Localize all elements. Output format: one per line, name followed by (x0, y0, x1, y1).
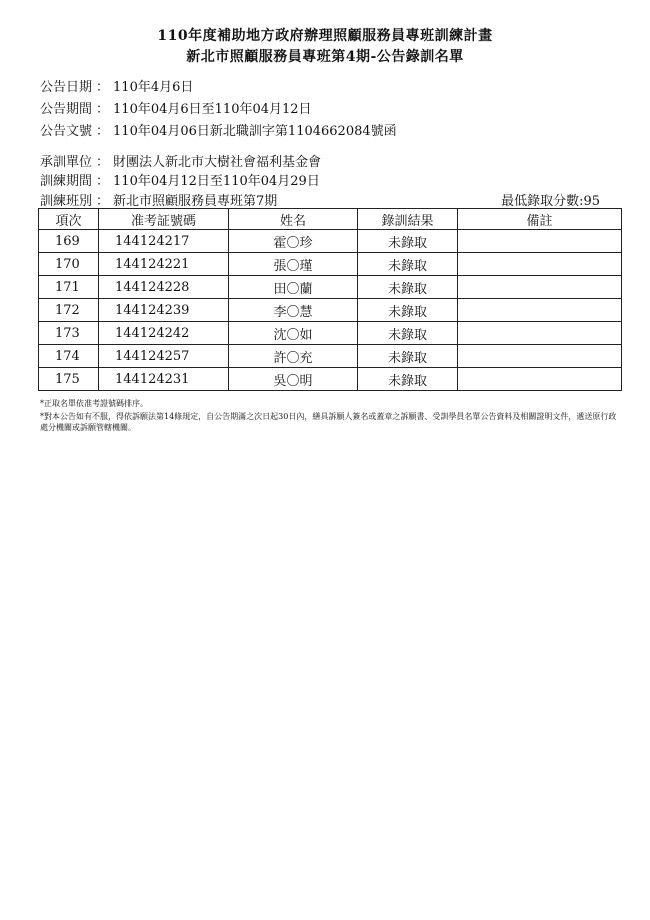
result-cell: 未錄取 (358, 368, 458, 391)
colon: ： (96, 194, 110, 209)
training-org-value: 財團法人新北市大樹社會福利基金會 (113, 155, 322, 170)
training-class-line (40, 190, 277, 209)
training-period-label: 訓練期間 (40, 174, 93, 189)
table-row (39, 276, 622, 299)
table-row (39, 345, 622, 368)
column-header-seq: 項次 (39, 209, 99, 230)
training-class-label: 訓練班別 (40, 194, 93, 209)
name-cell: 許〇充 (229, 345, 358, 368)
name-cell: 沈〇如 (229, 322, 358, 345)
column-header-result: 錄訓結果 (358, 209, 458, 230)
training-org-label: 承訓單位 (40, 155, 93, 170)
announcement-doc-label: 公告文號 (40, 124, 93, 139)
exam-no-cell: 144124257 (99, 345, 229, 368)
footnote-sort-order: *正取名單依准考證號碼排序。 (40, 399, 148, 408)
exam-no-cell: 144124217 (99, 230, 229, 253)
note-cell (458, 345, 622, 368)
column-header-exam-no: 准考証號碼 (99, 209, 229, 230)
table-row (39, 322, 622, 345)
announcement-date-label: 公告日期 (40, 80, 93, 95)
column-header-name: 姓名 (229, 209, 358, 230)
training-period-value: 110年04月12日至110年04月29日 (113, 174, 320, 189)
name-cell: 霍〇珍 (229, 230, 358, 253)
note-cell (458, 299, 622, 322)
exam-no-cell: 144124231 (99, 368, 229, 391)
seq-cell: 175 (39, 368, 99, 391)
note-cell (458, 230, 622, 253)
column-header-note: 備註 (458, 209, 622, 230)
name-cell: 李〇慧 (229, 299, 358, 322)
colon: ： (96, 80, 110, 95)
table-row (39, 368, 622, 391)
announcement-date-value: 110年4月6日 (113, 80, 194, 95)
result-cell: 未錄取 (358, 230, 458, 253)
admission-table (38, 208, 622, 391)
result-cell: 未錄取 (358, 276, 458, 299)
document-title: 110年度補助地方政府辦理照顧服務員專班訓練計畫 (157, 28, 493, 44)
result-cell: 未錄取 (358, 345, 458, 368)
colon: ： (96, 174, 110, 189)
exam-no-cell: 144124228 (99, 276, 229, 299)
table-row (39, 299, 622, 322)
colon: ： (96, 124, 110, 139)
seq-cell: 170 (39, 253, 99, 276)
announcement-doc-value: 110年04月06日新北職訓字第1104662084號函 (113, 124, 397, 139)
footnote-appeal: *對本公告如有不服，得依訴願法第14條規定，自公告期滿之次日起30日內，繕具訴願人簽名或蓋章之訴願書、受訓學員名單公告資料及相關證明文件，遞送原行政處分機關或訴願管轄機關。 (40, 412, 617, 432)
note-cell (458, 253, 622, 276)
announcement-period-value: 110年04月6日至110年04月12日 (113, 102, 312, 117)
announcement-doc-line (40, 120, 397, 139)
announcement-date-line (40, 76, 193, 95)
table-row (39, 253, 622, 276)
note-cell (458, 322, 622, 345)
announcement-period-line (40, 98, 312, 117)
training-period-line (40, 170, 320, 189)
training-org-line (40, 151, 321, 170)
seq-cell: 173 (39, 322, 99, 345)
result-cell: 未錄取 (358, 299, 458, 322)
name-cell: 張〇瑾 (229, 253, 358, 276)
seq-cell: 174 (39, 345, 99, 368)
document-subtitle: 新北市照顧服務員專班第4期-公告錄訓名單 (186, 49, 464, 65)
name-cell: 田〇蘭 (229, 276, 358, 299)
table-header-row (39, 209, 622, 230)
result-cell: 未錄取 (358, 322, 458, 345)
seq-cell: 172 (39, 299, 99, 322)
result-cell: 未錄取 (358, 253, 458, 276)
seq-cell: 169 (39, 230, 99, 253)
seq-cell: 171 (39, 276, 99, 299)
colon: ： (96, 102, 110, 117)
minimum-score: 最低錄取分數:95 (501, 194, 600, 209)
exam-no-cell: 144124221 (99, 253, 229, 276)
note-cell (458, 276, 622, 299)
exam-no-cell: 144124239 (99, 299, 229, 322)
announcement-period-label: 公告期間 (40, 102, 93, 117)
training-class-value: 新北市照顧服務員專班第7期 (113, 194, 278, 209)
exam-no-cell: 144124242 (99, 322, 229, 345)
name-cell: 吳〇明 (229, 368, 358, 391)
table-row (39, 230, 622, 253)
note-cell (458, 368, 622, 391)
colon: ： (96, 155, 110, 170)
